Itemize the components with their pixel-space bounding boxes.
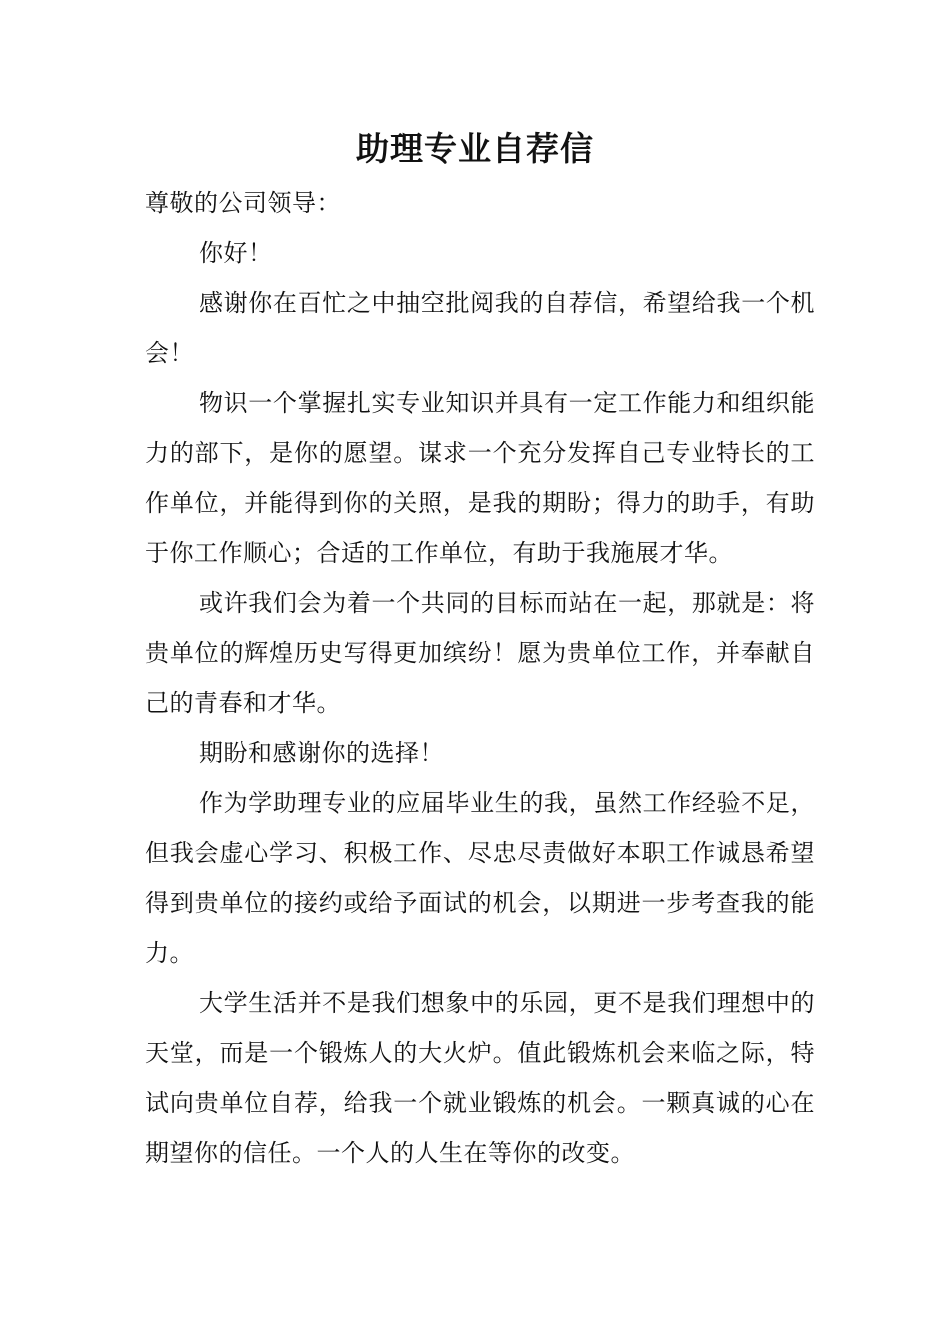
paragraph: 物识一个掌握扎实专业知识并具有一定工作能力和组织能力的部下，是你的愿望。谋求一个充分发挥自己专业特长的工作单位，并能得到你的关照，是我的期盼；得力的助手，有助于你工作顺心；合适的工作单位，有助于我施展才华。 (145, 389, 815, 567)
paragraph: 期盼和感谢你的选择！ (199, 739, 444, 767)
paragraph: 或许我们会为着一个共同的目标而站在一起，那就是：将贵单位的辉煌历史写得更加缤纷！愿为贵单位工作，并奉献自己的青春和才华。 (145, 589, 815, 717)
document-title: 助理专业自荐信 (356, 129, 594, 168)
paragraph: 作为学助理专业的应届毕业生的我，虽然工作经验不足，但我会虚心学习、积极工作、尽忠尽责做好本职工作诚恳希望得到贵单位的接约或给予面试的机会，以期进一步考查我的能力。 (145, 789, 815, 967)
paragraph: 大学生活并不是我们想象中的乐园，更不是我们理想中的天堂，而是一个锻炼人的大火炉。值此锻炼机会来临之际，特试向贵单位自荐，给我一个就业锻炼的机会。一颗真诚的心在期望你的信任。一个人的人生在等你的改变。 (145, 989, 815, 1167)
letter-body (145, 178, 815, 1178)
greeting: 你好！ (199, 239, 273, 267)
paragraph: 感谢你在百忙之中抽空批阅我的自荐信，希望给我一个机会！ (145, 289, 815, 367)
salutation: 尊敬的公司领导： (145, 189, 341, 217)
